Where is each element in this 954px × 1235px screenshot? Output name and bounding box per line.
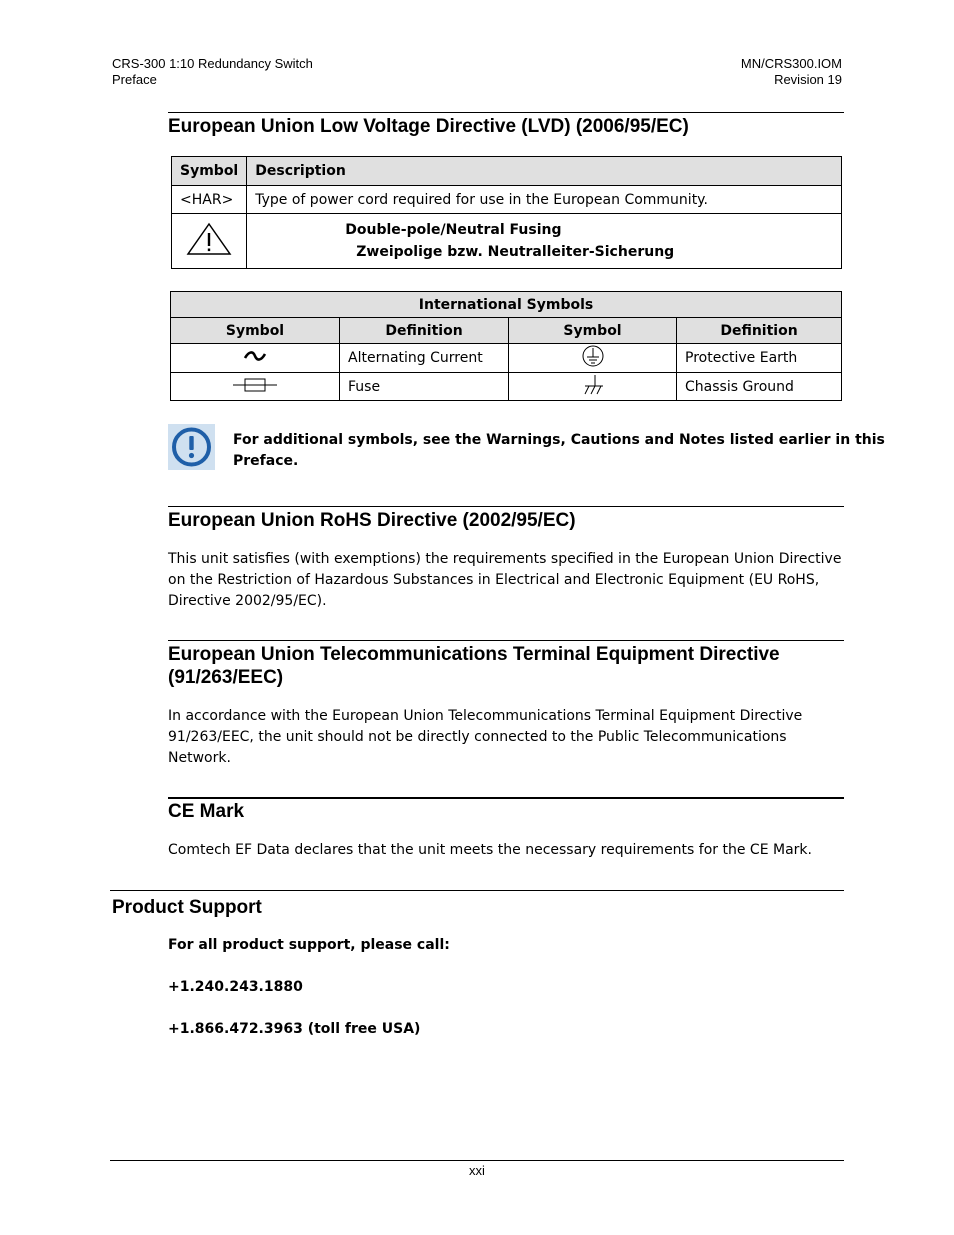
har-symbol: <HAR> (172, 186, 247, 214)
fuse-icon (171, 373, 340, 401)
lvd-title: European Union Low Voltage Directive (LVD) (2006/95/EC) (168, 116, 689, 137)
fusing-description (247, 214, 842, 269)
paragraph-line: Directive 2002/95/EC). (168, 593, 327, 609)
support-phone-1: +1.240.243.1880 (168, 979, 303, 995)
section-rule (168, 506, 844, 507)
table-title-row (171, 292, 842, 318)
col-symbol-1: Symbol (171, 318, 340, 344)
table-row (172, 186, 842, 214)
def-alternating-current: Alternating Current (340, 344, 509, 373)
section-rule (168, 640, 844, 641)
section-rule (168, 797, 844, 799)
title-line: (91/263/EEC) (168, 667, 284, 688)
rohs-paragraph (168, 549, 841, 612)
revision: Revision 19 (774, 72, 842, 87)
note-line: Preface. (233, 453, 299, 469)
header-right (741, 56, 842, 88)
support-call-text: For all product support, please call: (168, 937, 450, 953)
title-line: European Union Telecommunications Terminal Equipment Directive (168, 644, 780, 665)
har-description: Type of power cord required for use in the European Community. (247, 186, 842, 214)
telecom-paragraph (168, 706, 802, 769)
info-icon (168, 424, 215, 470)
section-name: Preface (112, 72, 157, 87)
table-header-row (172, 157, 842, 186)
table-header-row (171, 318, 842, 344)
doc-title: CRS-300 1:10 Redundancy Switch (112, 56, 313, 71)
col-description: Description (247, 157, 842, 186)
chassis-ground-icon (509, 373, 677, 401)
paragraph-line: Network. (168, 750, 231, 766)
protective-earth-icon (509, 344, 677, 373)
paragraph-line: This unit satisfies (with exemptions) the requirements specified in the European Union Directive (168, 551, 842, 567)
table-row (171, 344, 842, 373)
rohs-title: European Union RoHS Directive (2002/95/EC) (168, 510, 576, 531)
doc-number: MN/CRS300.IOM (740, 56, 842, 71)
paragraph-line: In accordance with the European Union Telecommunications Terminal Equipment Directive (168, 708, 803, 724)
table-row (172, 214, 842, 269)
section-rule (110, 890, 844, 891)
fusing-en: Double-pole/Neutral Fusing (345, 222, 562, 238)
section-rule (168, 112, 844, 113)
def-protective-earth: Protective Earth (677, 344, 842, 373)
def-fuse: Fuse (340, 373, 509, 401)
intl-symbols-title: International Symbols (171, 292, 842, 318)
col-symbol: Symbol (172, 157, 247, 186)
fusing-de: Zweipolige bzw. Neutralleiter-Sicherung (356, 244, 675, 260)
header-left (112, 56, 313, 88)
footer-rule (110, 1160, 844, 1161)
support-phone-2: +1.866.472.3963 (toll free USA) (168, 1021, 421, 1037)
paragraph-line: 91/263/EEC, the unit should not be directly connected to the Public Telecommunications (168, 729, 787, 745)
telecom-title (168, 643, 780, 689)
def-chassis-ground: Chassis Ground (677, 373, 842, 401)
support-title: Product Support (112, 897, 262, 918)
warning-triangle-icon (172, 214, 247, 269)
col-definition-1: Definition (340, 318, 509, 344)
note-text (233, 430, 885, 472)
page-number: xxi (469, 1163, 485, 1178)
note-line: For additional symbols, see the Warnings, Cautions and Notes listed earlier in this (233, 432, 885, 448)
lvd-table (171, 156, 842, 269)
intl-symbols-table (170, 291, 842, 401)
ce-text: Comtech EF Data declares that the unit meets the necessary requirements for the CE Mark. (168, 842, 812, 858)
paragraph-line: on the Restriction of Hazardous Substances in Electrical and Electronic Equipment (EU RoHS, (168, 572, 820, 588)
table-row (171, 373, 842, 401)
col-symbol-2: Symbol (509, 318, 677, 344)
alternating-current-icon (171, 344, 340, 373)
col-definition-2: Definition (677, 318, 842, 344)
ce-title: CE Mark (168, 801, 245, 822)
